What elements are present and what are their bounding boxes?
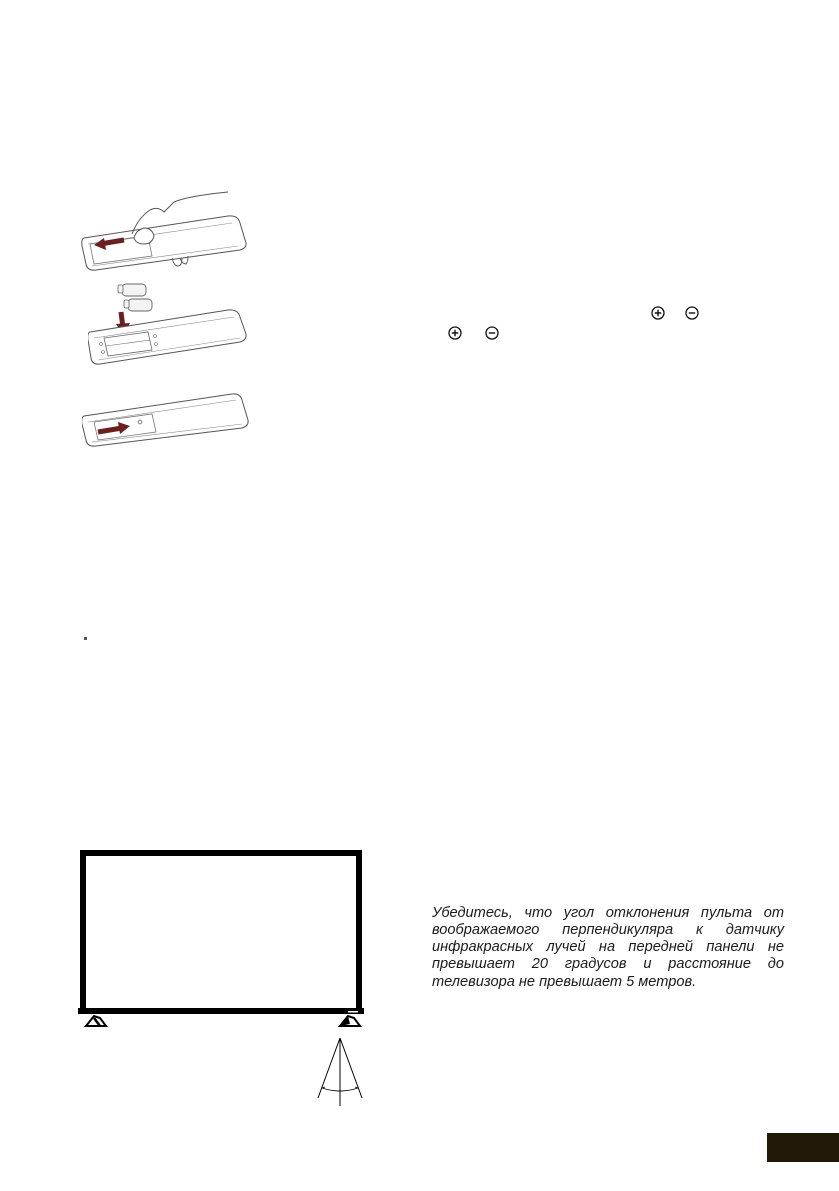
stray-mark [84, 637, 87, 640]
remote-close-cover-icon [82, 388, 250, 450]
plus-circle-icon [651, 306, 665, 320]
remote-open-cover-figure [78, 188, 258, 274]
remote-insert-batteries-icon [88, 280, 258, 368]
remote-insert-batteries-figure [88, 280, 258, 368]
remote-open-cover-icon [78, 188, 258, 274]
minus-circle-icon [685, 306, 699, 320]
plus-circle-icon [448, 326, 462, 340]
page-number-tab [767, 1133, 839, 1162]
tv-front-icon [78, 848, 368, 1108]
minus-circle-icon [485, 326, 499, 340]
remote-range-note: Убедитесь, что угол отклонения пульта от воображаемого перпендикуляра к датчику инфракрасных лучей на передней панели не превышает 20 градусов и расстояние до телевизора не превышает 5 метров. [432, 904, 784, 990]
remote-close-cover-figure [82, 388, 250, 450]
tv-diagram [78, 848, 368, 1108]
ir-angle-icon [318, 1038, 362, 1106]
